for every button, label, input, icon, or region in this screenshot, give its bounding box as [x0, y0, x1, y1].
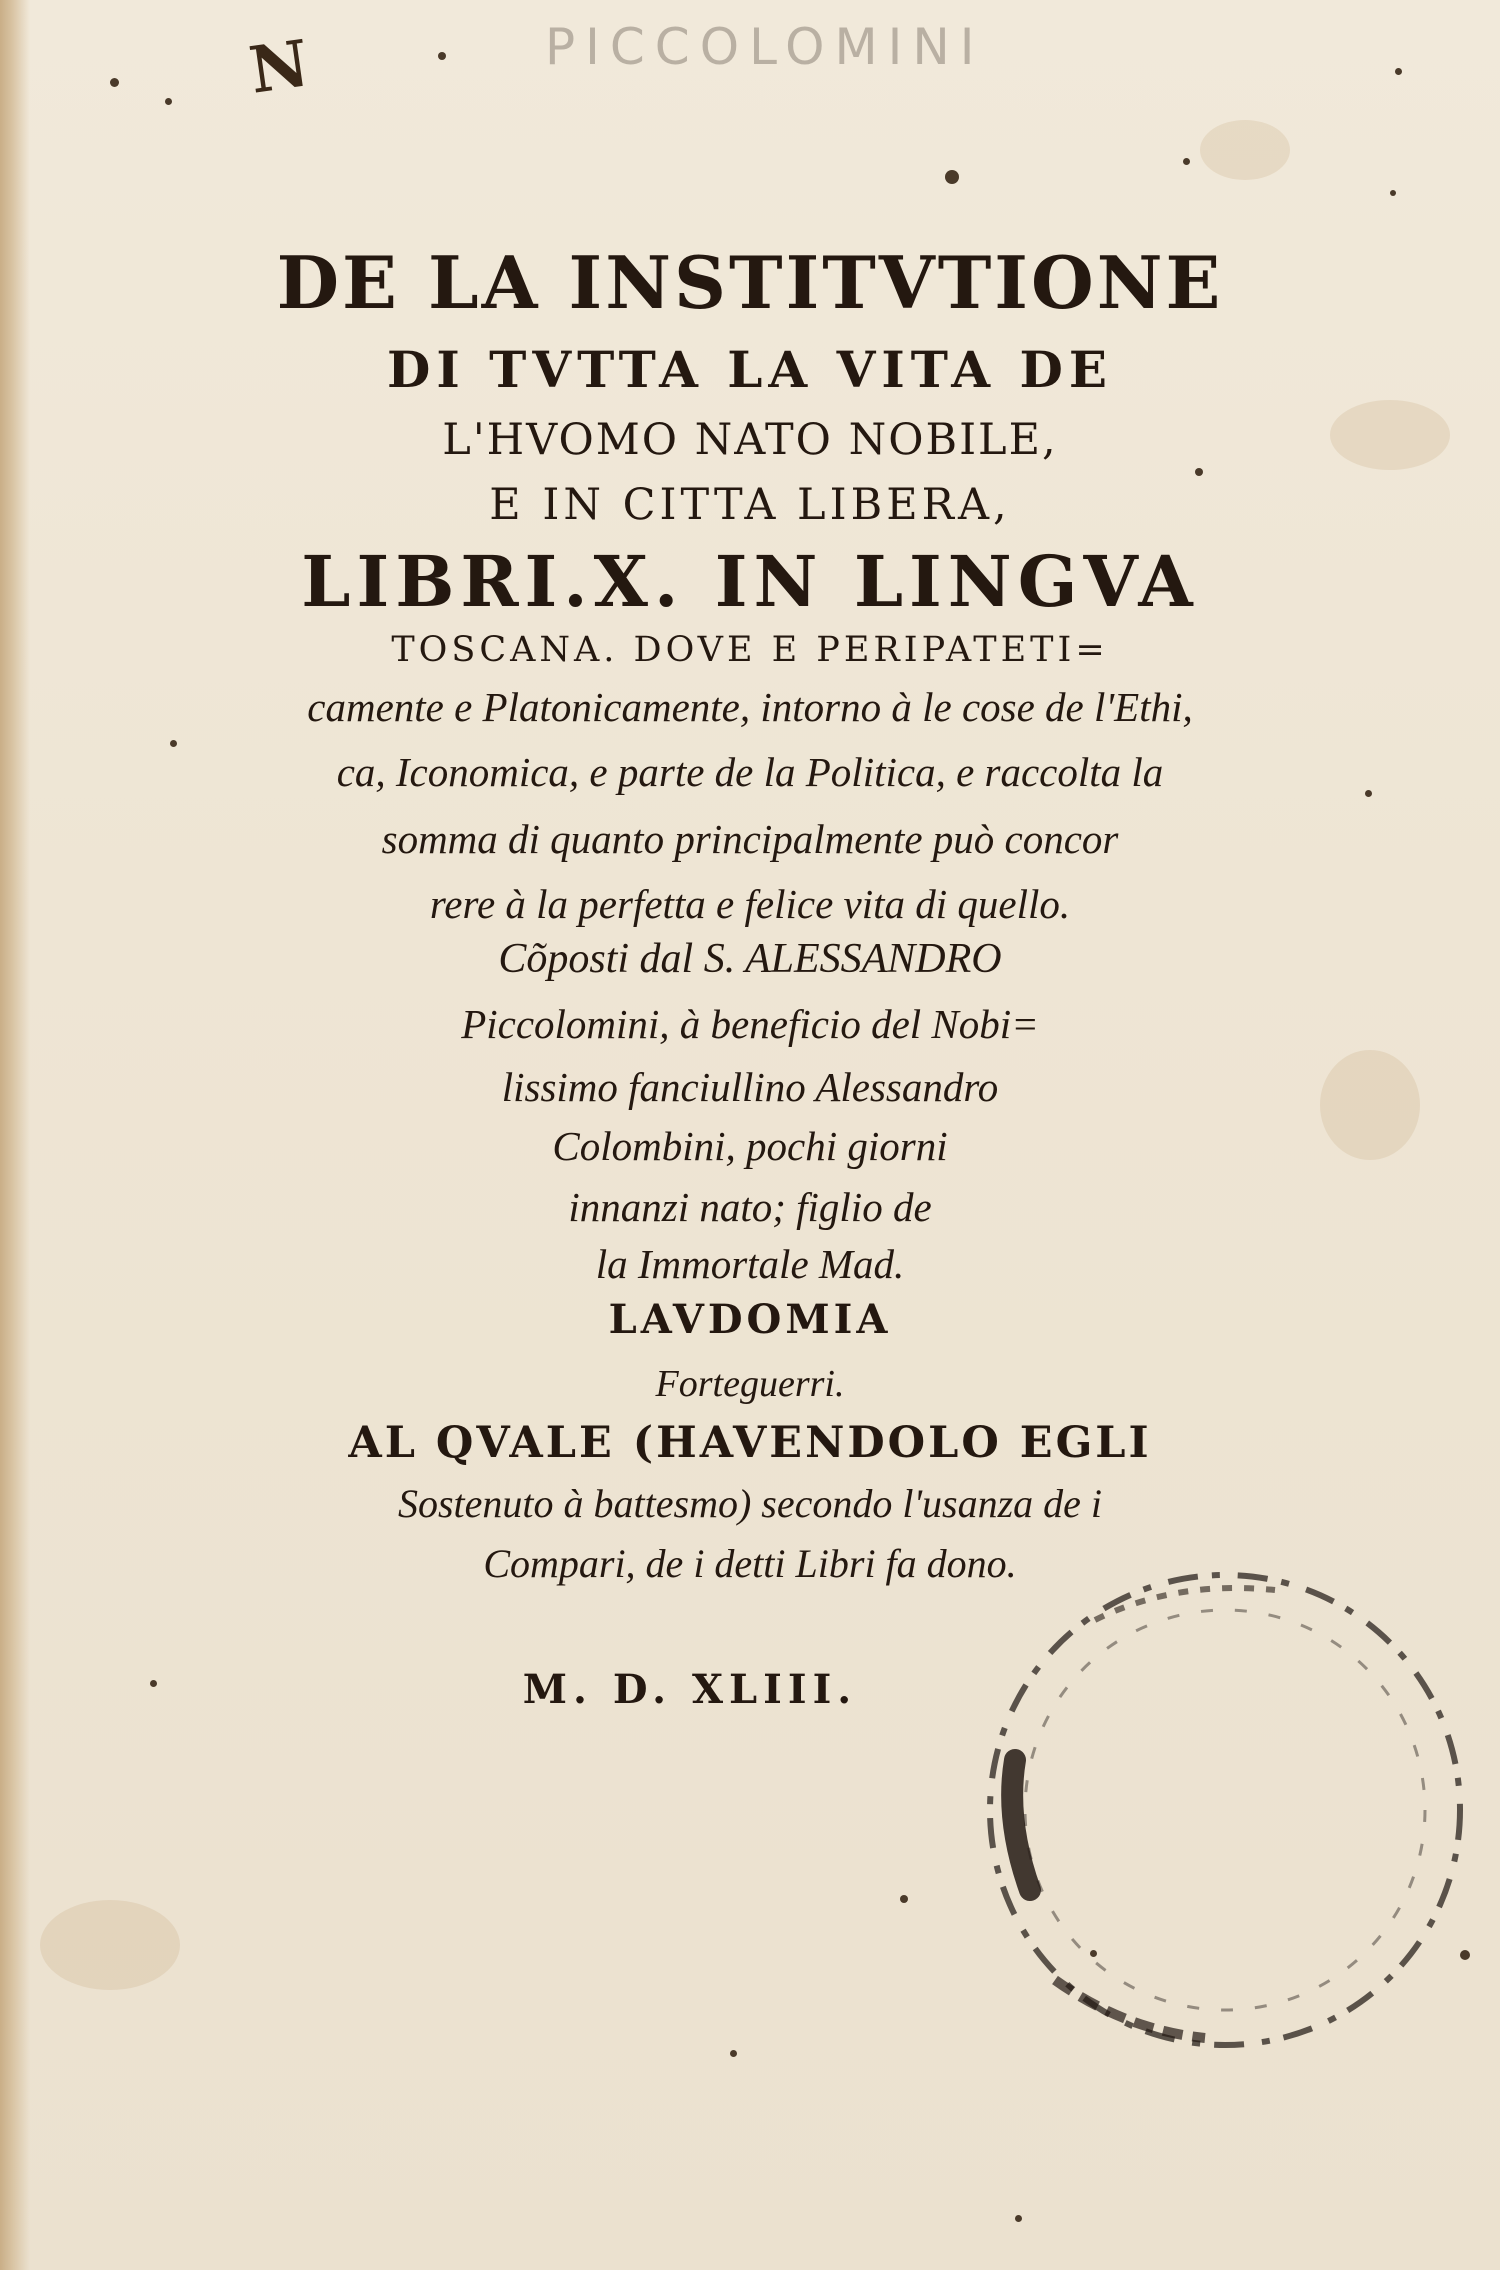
dedication-line-3: Colombini, pochi giorni	[552, 1123, 948, 1169]
library-stamp	[975, 1560, 1475, 2060]
gift-line-3: Compari, de i detti Libri fa dono.	[483, 1541, 1017, 1586]
ink-speck	[170, 740, 177, 747]
subtitle-line-4: rere à la perfetta e felice vita di quello.	[429, 881, 1071, 927]
title-line-3: L'HVOMO NATO NOBILE,	[442, 415, 1058, 465]
ink-speck	[1195, 468, 1203, 476]
ink-speck	[900, 1895, 908, 1903]
ink-speck	[165, 98, 172, 105]
dedication-line-4: innanzi nato; figlio de	[568, 1184, 932, 1230]
title-line-4: E IN CITTA LIBERA,	[489, 480, 1011, 530]
name-forteguerri: Forteguerri.	[655, 1363, 845, 1405]
title-line-1: DE LA INSTITVTIONE	[276, 240, 1224, 325]
subtitle-line-1: camente e Platonicamente, intorno à le cose de l'Ethi,	[307, 684, 1193, 730]
ink-speck	[110, 78, 119, 87]
gift-line-1: AL QVALE (HAVENDOLO EGLI	[348, 1418, 1152, 1468]
dedication-line-1: Piccolomini, à beneficio del Nobi=	[461, 1001, 1039, 1047]
ink-speck	[438, 52, 446, 60]
foxing-stain	[40, 1900, 180, 1990]
name-laudomia: LAVDOMIA	[608, 1296, 892, 1343]
ink-speck	[1395, 68, 1402, 75]
dedication-line-5: la Immortale Mad.	[595, 1241, 905, 1287]
dedication-line-2: lissimo fanciullino Alessandro	[501, 1064, 999, 1110]
ink-speck	[945, 170, 959, 184]
title-line-5: LIBRI.X. IN LINGVA	[301, 540, 1199, 623]
pencil-inscription: PICCOLOMINI	[545, 18, 985, 76]
ink-speck	[730, 2050, 737, 2057]
ink-speck	[1183, 158, 1190, 165]
gift-line-2: Sostenuto à battesmo) secondo l'usanza de i	[397, 1481, 1103, 1526]
title-line-2: DI TVTTA LA VITA DE	[387, 340, 1113, 399]
subtitle-line-3: somma di quanto principalmente può concor	[381, 816, 1119, 862]
subtitle-line-2: ca, Iconomica, e parte de la Politica, e raccolta la	[336, 749, 1164, 795]
ink-speck	[1390, 190, 1396, 196]
publication-date: M. D. XLIII.	[522, 1666, 858, 1713]
foxing-stain	[1200, 120, 1290, 180]
ink-speck	[1015, 2215, 1022, 2222]
title-line-6: TOSCANA. DOVE E PERIPATETI=	[391, 630, 1109, 670]
author-line: Cõposti dal S. ALESSANDRO	[498, 936, 1002, 982]
ink-inscription: N	[245, 26, 314, 109]
